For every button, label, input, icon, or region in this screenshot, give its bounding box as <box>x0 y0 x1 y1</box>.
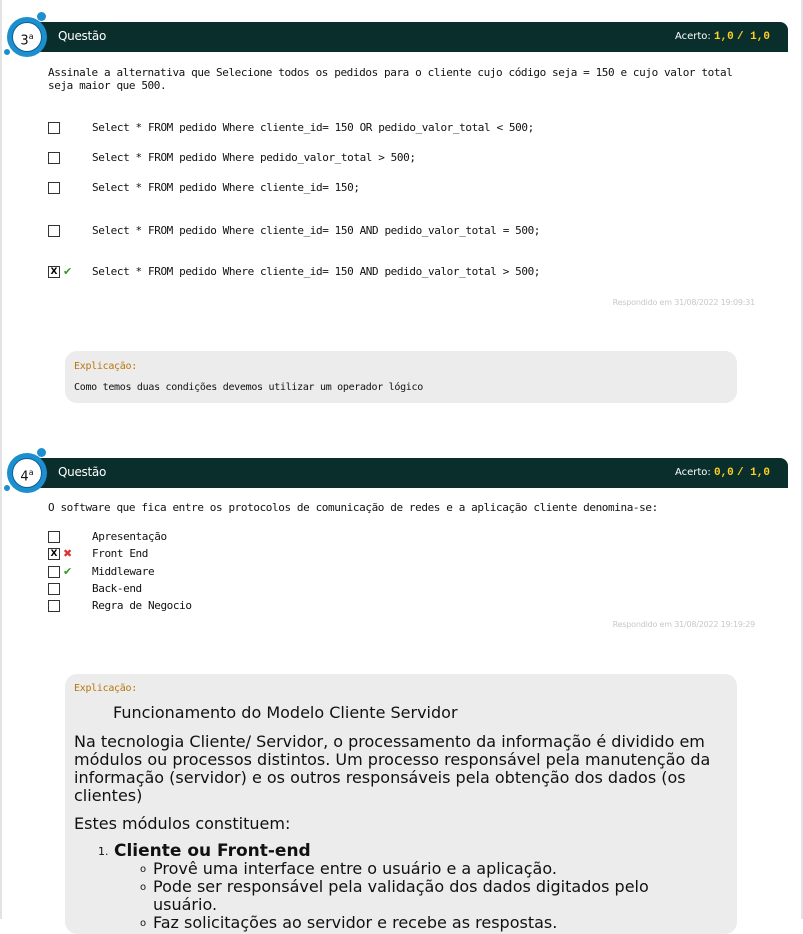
option[interactable] <box>48 583 748 597</box>
page-border-left <box>0 0 2 919</box>
list-item-title: Cliente ou Front-end <box>114 841 311 861</box>
bullet-text: Pode ser responsável pela validação dos dados digitados pelo usuário. <box>153 877 649 914</box>
score-label: Acerto: <box>674 31 711 42</box>
question-title: Questão <box>58 29 106 43</box>
question-statement: Assinale a alternativa que Selecione todos os pedidos para o cliente cujo código seja = 150 e cujo valor total seja maior que 500. <box>48 66 733 92</box>
option-text: Select * FROM pedido Where cliente_id= 150 AND pedido_valor_total = 500; <box>92 224 541 237</box>
question-number-sup: a <box>28 32 34 41</box>
option-text: Apresentação <box>92 530 167 543</box>
option-text: Select * FROM pedido Where cliente_id= 150; <box>92 181 360 194</box>
option-text: Middleware <box>92 565 155 578</box>
option-text: Select * FROM pedido Where cliente_id= 150 AND pedido_valor_total > 500; <box>92 265 541 278</box>
question-number-badge <box>7 17 47 57</box>
option-checkbox-checked[interactable]: X <box>48 548 60 560</box>
explanation-box <box>65 674 737 934</box>
checkmark-icon: ✔ <box>63 265 73 278</box>
option[interactable] <box>48 152 748 166</box>
score-value: 1,0 <box>713 31 734 43</box>
option-checkbox[interactable] <box>48 182 60 194</box>
option-checkbox[interactable] <box>48 122 60 134</box>
checkmark-icon: ✔ <box>63 565 73 578</box>
question-number: 3 <box>20 33 29 49</box>
explanation-paragraph: Na tecnologia Cliente/ Servidor, o processamento da informação é dividido em módulos ou processos distintos. Um processo responsável pela manutenção da informação (servidor) e os outros responsáveis pela obtenção dos dados (os clientes) <box>74 732 711 805</box>
option[interactable] <box>48 566 748 580</box>
question-number: 4 <box>20 469 29 485</box>
score <box>675 467 770 479</box>
bullet-icon: o <box>140 882 147 893</box>
option-checkbox[interactable] <box>48 225 60 237</box>
explanation-paragraph: Estes módulos constituem: <box>74 814 291 833</box>
option-checkbox[interactable] <box>48 583 60 595</box>
option-checkbox[interactable] <box>48 600 60 612</box>
option[interactable] <box>48 182 748 196</box>
option-selected[interactable] <box>48 548 748 562</box>
option-text: Back-end <box>92 582 142 595</box>
option-text: Select * FROM pedido Where cliente_id= 150 OR pedido_valor_total < 500; <box>92 121 534 134</box>
explanation-text: Como temos duas condições devemos utilizar um operador lógico <box>74 382 423 393</box>
score-value: 0,0 <box>713 467 734 479</box>
explanation-label: Explicação: <box>74 361 137 372</box>
bullet-icon: o <box>140 918 147 929</box>
list-number: 1. <box>98 845 109 858</box>
explanation-box <box>65 351 737 403</box>
question-header <box>30 458 788 488</box>
option-checkbox-checked[interactable]: X <box>48 266 60 278</box>
answered-timestamp: Respondido em 31/08/2022 19:09:31 <box>612 298 755 307</box>
question-statement: O software que fica entre os protocolos de comunicação de redes e a aplicação cliente denomina-se: <box>48 501 658 514</box>
option[interactable] <box>48 531 748 545</box>
question-title: Questão <box>58 465 106 479</box>
option[interactable] <box>48 122 748 136</box>
score-max: / 1,0 <box>736 31 770 43</box>
wrong-x-icon: ✖ <box>63 547 73 560</box>
explanation-label: Explicação: <box>74 683 137 694</box>
option-checkbox[interactable] <box>48 531 60 543</box>
option-checkbox[interactable] <box>48 566 60 578</box>
score <box>675 31 770 43</box>
question-number-badge <box>7 453 47 493</box>
answered-timestamp: Respondido em 31/08/2022 19:19:29 <box>612 620 755 629</box>
bullet-text: Faz solicitações ao servidor e recebe as respostas. <box>153 913 558 932</box>
bullet-icon: o <box>140 864 147 875</box>
bullet-text: Provê uma interface entre o usuário e a aplicação. <box>153 859 557 878</box>
option[interactable] <box>48 600 748 614</box>
option-selected[interactable] <box>48 266 748 280</box>
score-max: / 1,0 <box>736 467 770 479</box>
option-checkbox[interactable] <box>48 152 60 164</box>
option-text: Regra de Negocio <box>92 599 192 612</box>
option-text: Front End <box>92 547 149 560</box>
explanation-title: Funcionamento do Modelo Cliente Servidor <box>113 703 458 722</box>
score-label: Acerto: <box>674 467 711 478</box>
option-text: Select * FROM pedido Where pedido_valor_total > 500; <box>92 151 416 164</box>
option[interactable] <box>48 225 748 239</box>
question-number-sup: a <box>28 468 34 477</box>
question-header <box>30 22 788 52</box>
